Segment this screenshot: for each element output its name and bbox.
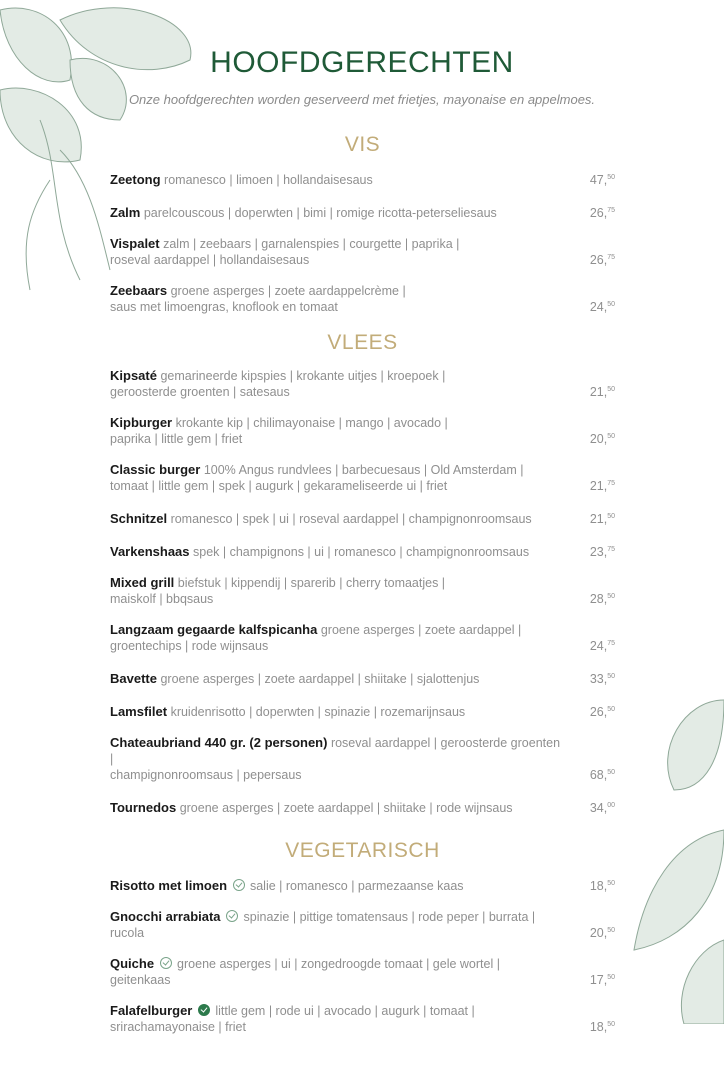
menu-item [110, 509, 615, 527]
dish-name: Falafelburger [110, 1003, 193, 1018]
dish-text [110, 172, 571, 188]
dish-text [110, 415, 571, 447]
leaf-illustration-bottom-right [614, 660, 724, 1024]
menu-item [110, 702, 615, 720]
dish-description: groentechips | rode wijnsaus [110, 639, 269, 653]
dish-description: little gem | rode ui | avocado | augurk | tomaat | srirachamayonaise | friet [110, 1004, 475, 1034]
dish-name: Tournedos [110, 800, 177, 815]
menu-item [110, 203, 615, 221]
dish-text [110, 878, 571, 894]
dish-name: Quiche [110, 956, 155, 971]
section-heading: VEGETARISCH [285, 839, 440, 862]
dish-price: 28,50 [589, 592, 615, 606]
dish-description: zalm | zeebaars | garnalenspies | courgette | paprika | [163, 237, 460, 251]
dish-description: groene asperges | zoete aardappel | shiitake | sjalottenjus [160, 672, 480, 686]
menu-item [110, 415, 615, 447]
dish-name: Gnocchi arrabiata [110, 909, 221, 924]
dish-price: 17,50 [589, 973, 615, 987]
dish-price: 18,50 [589, 1020, 615, 1034]
dish-text [110, 956, 571, 988]
dish-text [110, 575, 571, 607]
dish-price: 23,75 [589, 545, 615, 559]
dish-description: biefstuk | kippendij | sparerib | cherry tomaatjes | [177, 576, 446, 590]
dish-name: Zeebaars [110, 283, 168, 298]
dish-description: saus met limoengras, knoflook en tomaat [110, 300, 338, 314]
dish-description: spek | champignons | ui | romanesco | champignonroomsaus [193, 545, 530, 559]
dish-text [110, 909, 571, 941]
dish-name: Kipsaté [110, 368, 157, 383]
dish-price: 21,50 [589, 512, 615, 526]
dish-name: Mixed grill [110, 575, 175, 590]
menu-item [110, 909, 615, 941]
dish-text [110, 205, 571, 221]
dish-price: 34,00 [589, 801, 615, 815]
menu-item [110, 1003, 615, 1035]
dish-description: maiskolf | bbqsaus [110, 592, 214, 606]
menu-item [110, 669, 615, 687]
dish-price: 21,50 [589, 385, 615, 399]
dish-description: gemarineerde kipspies | krokante uitjes | kroepoek | [160, 369, 446, 383]
dish-price: 20,50 [589, 432, 615, 446]
dish-text [110, 368, 571, 400]
dish-description: salie | romanesco | parmezaanse kaas [249, 879, 464, 893]
dish-text [110, 735, 571, 783]
dish-text [110, 671, 571, 687]
dish-text [110, 283, 571, 315]
dish-name: Vispalet [110, 236, 160, 251]
dish-description: kruidenrisotto | doperwten | spinazie | rozemarijnsaus [170, 705, 466, 719]
menu [110, 0, 615, 1070]
section-heading: VIS [344, 133, 381, 156]
dish-text [110, 544, 571, 560]
dish-description: 100% Angus rundvlees | barbecuesaus | Old Amsterdam | [203, 463, 524, 477]
dish-price: 47,50 [589, 173, 615, 187]
dish-text [110, 511, 571, 527]
dish-price: 20,50 [589, 926, 615, 940]
dish-description: groene asperges | zoete aardappel | shiitake | rode wijnsaus [179, 801, 513, 815]
page-subtitle: Onze hoofdgerechten worden geserveerd met frietjes, mayonaise en appelmoes. [128, 92, 596, 107]
dish-name: Schnitzel [110, 511, 168, 526]
menu-item [110, 575, 615, 607]
dish-name: Chateaubriand 440 gr. (2 personen) [110, 735, 328, 750]
dish-description: krokante kip | chilimayonaise | mango | avocado | [175, 416, 448, 430]
dish-description: geroosterde groenten | satesaus [110, 385, 290, 399]
menu-item [110, 622, 615, 654]
dish-price: 21,75 [589, 479, 615, 493]
dish-price: 26,50 [589, 705, 615, 719]
dish-text [110, 1003, 571, 1035]
dish-price: 26,75 [589, 206, 615, 220]
dish-name: Varkenshaas [110, 544, 190, 559]
dish-name: Lamsfilet [110, 704, 168, 719]
dish-description: spinazie | pittige tomatensaus | rode peper | burrata | rucola [110, 910, 536, 940]
dish-price: 33,50 [589, 672, 615, 686]
menu-item [110, 236, 615, 268]
menu-item [110, 735, 615, 783]
dish-text [110, 236, 571, 268]
dish-price: 24,50 [589, 300, 615, 314]
menu-item [110, 876, 615, 894]
dish-price: 26,75 [589, 253, 615, 267]
dish-name: Langzaam gegaarde kalfspicanha [110, 622, 318, 637]
dish-description: tomaat | little gem | spek | augurk | gekarameliseerde ui | friet [110, 479, 448, 493]
page-title: HOOFDGERECHTEN [210, 46, 514, 79]
menu-item [110, 368, 615, 400]
dish-name: Classic burger [110, 462, 201, 477]
dish-description: groene asperges | zoete aardappel | [320, 623, 522, 637]
dish-name: Kipburger [110, 415, 173, 430]
dish-price: 24,75 [589, 639, 615, 653]
vegetarian-icon [226, 910, 238, 922]
vegetarian-icon [233, 879, 245, 891]
vegetarian-icon [160, 957, 172, 969]
menu-item [110, 283, 615, 315]
dish-description: paprika | little gem | friet [110, 432, 243, 446]
section-heading: VLEES [327, 331, 398, 354]
dish-text [110, 704, 571, 720]
dish-description: groene asperges | ui | zongedroogde tomaat | gele wortel | geitenkaas [110, 957, 500, 987]
vegan-icon [198, 1004, 210, 1016]
dish-name: Risotto met limoen [110, 878, 228, 893]
dish-text [110, 462, 571, 494]
menu-item [110, 956, 615, 988]
dish-description: roseval aardappel | hollandaisesaus [110, 253, 310, 267]
dish-name: Zalm [110, 205, 141, 220]
dish-description: roseval aardappel | geroosterde groenten | [110, 736, 561, 766]
dish-price: 68,50 [589, 768, 615, 782]
dish-description: romanesco | spek | ui | roseval aardappel | champignonroomsaus [170, 512, 532, 526]
dish-description: parelcouscous | doperwten | bimi | romige ricotta-peterseliesaus [143, 206, 497, 220]
dish-name: Bavette [110, 671, 157, 686]
dish-name: Zeetong [110, 172, 161, 187]
dish-description: groene asperges | zoete aardappelcrème | [170, 284, 406, 298]
menu-item [110, 542, 615, 560]
dish-description: champignonroomsaus | pepersaus [110, 768, 302, 782]
dish-text [110, 800, 571, 816]
menu-item [110, 462, 615, 494]
menu-item [110, 798, 615, 816]
dish-description: romanesco | limoen | hollandaisesaus [164, 173, 373, 187]
dish-text [110, 622, 571, 654]
menu-item [110, 170, 615, 188]
dish-price: 18,50 [589, 879, 615, 893]
